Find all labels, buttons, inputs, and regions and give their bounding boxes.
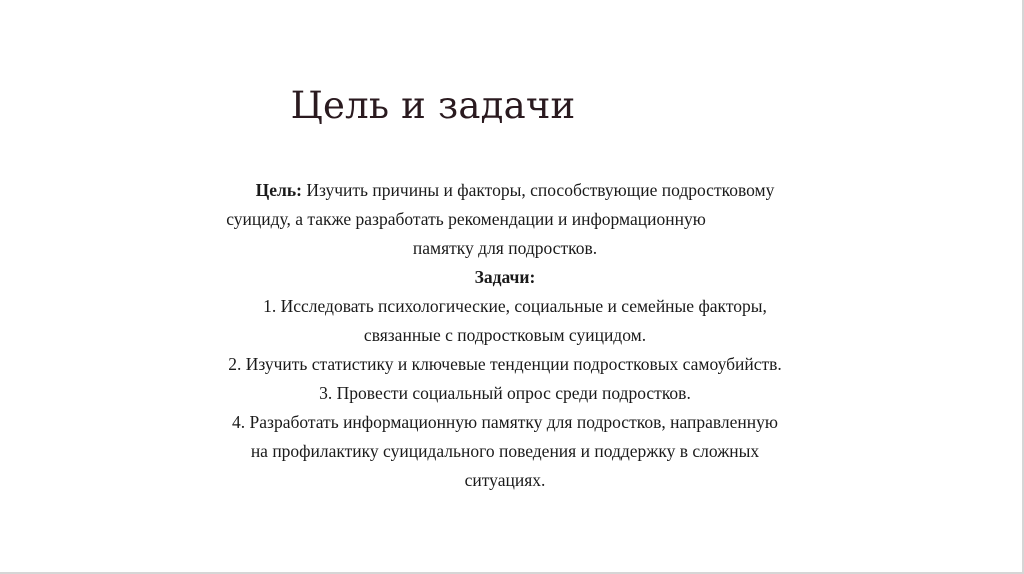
- slide-body: [150, 176, 860, 495]
- task-line-7: ситуациях.: [464, 470, 546, 490]
- task-line-2: связанные с подростковым суицидом.: [363, 325, 647, 345]
- goal-label: Цель:: [255, 180, 302, 200]
- goal-line-3: памятку для подростков.: [412, 238, 598, 258]
- slide-title: Цель и задачи: [290, 84, 576, 127]
- task-line-5: 4. Разработать информационную памятку для подростков, направленную: [232, 412, 778, 432]
- goal-line-2: суициду, а также разработать рекомендации и информационную: [226, 209, 706, 229]
- goal-line-1: [150, 176, 860, 205]
- goal-text-1: Изучить причины и факторы, способствующие подростковому: [301, 180, 775, 200]
- tasks-label: Задачи:: [474, 267, 536, 287]
- task-line-6: на профилактику суицидального поведения и поддержку в сложных: [250, 441, 760, 461]
- task-line-4: 3. Провести социальный опрос среди подростков.: [319, 383, 691, 403]
- task-line-1: 1. Исследовать психологические, социальные и семейные факторы,: [263, 296, 767, 316]
- task-line-3: 2. Изучить статистику и ключевые тенденции подростковых самоубийств.: [228, 354, 782, 374]
